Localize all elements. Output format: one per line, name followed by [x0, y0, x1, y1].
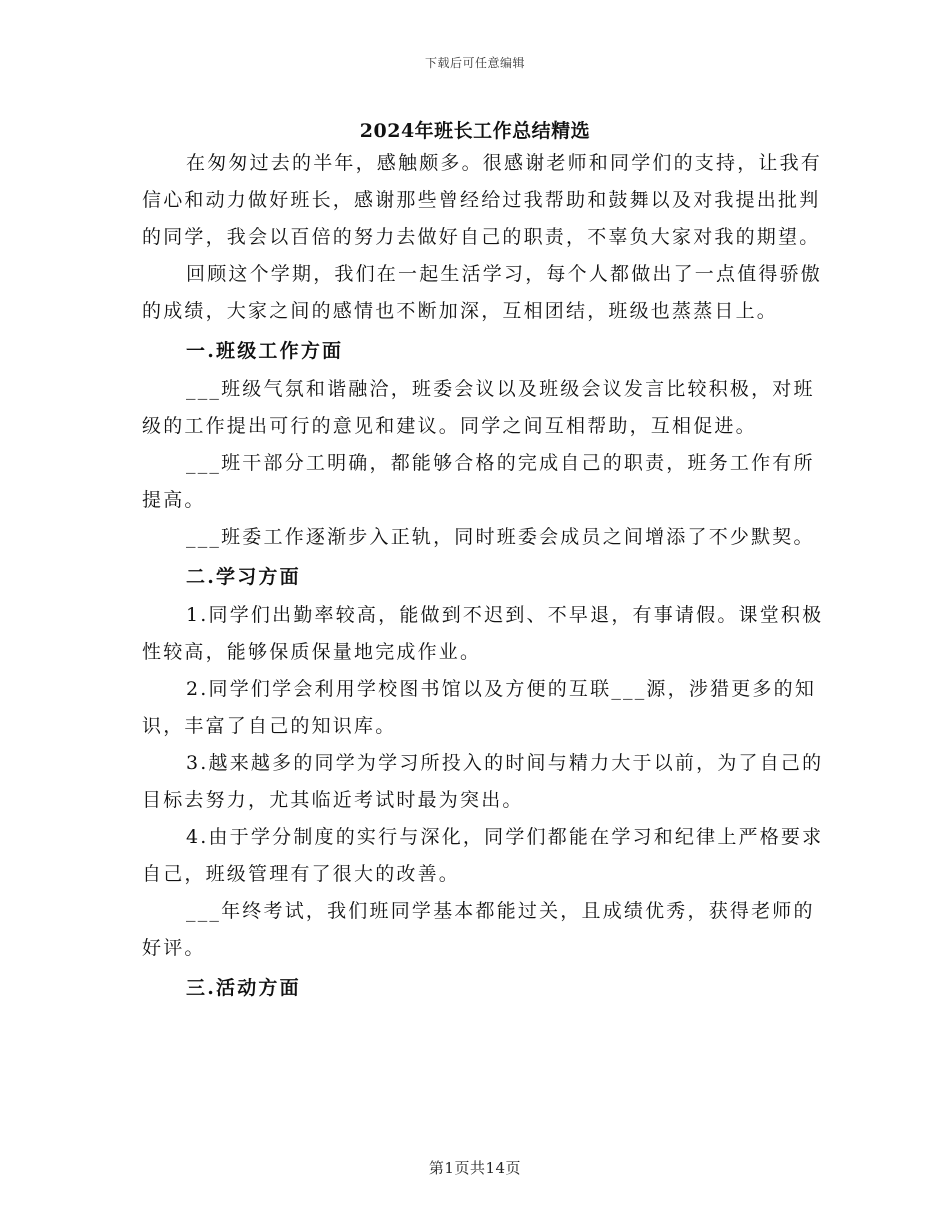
paragraph: ___年终考试，我们班同学基本都能过关，且成绩优秀，获得老师的好评。 — [142, 900, 815, 959]
document-body — [142, 145, 832, 1008]
paragraph: 回顾这个学期，我们在一起生活学习，每个人都做出了一点值得骄傲的成绩，大家之间的感情也不断加深，互相团结，班级也蒸蒸日上。 — [142, 263, 823, 322]
paragraph: 1.同学们出勤率较高，能做到不迟到、不早退，有事请假。课堂积极性较高，能够保质保量地完成作业。 — [142, 604, 824, 663]
section-heading-activities: 三.活动方面 — [186, 977, 301, 999]
paragraph: ___班级气氛和谐融洽，班委会议以及班级会议发言比较积极，对班级的工作提出可行的意见和建议。同学之间互相帮助，互相促进。 — [142, 378, 815, 437]
paragraph: 4.由于学分制度的实行与深化，同学们都能在学习和纪律上严格要求自己，班级管理有了很大的改善。 — [142, 826, 824, 885]
paragraph: 3.越来越多的同学为学习所投入的时间与精力大于以前，为了自己的目标去努力，尤其临近考试时最为突出。 — [142, 752, 824, 811]
section-heading-class-work: 一.班级工作方面 — [186, 340, 344, 362]
page-header-note: 下载后可任意编辑 — [424, 56, 525, 70]
paragraph: 2.同学们学会利用学校图书馆以及方便的互联___源，涉猎更多的知识，丰富了自己的知识库。 — [142, 678, 817, 737]
document-title: 2024年班长工作总结精选 — [359, 120, 591, 142]
page-footer: 第1页共14页 — [428, 1159, 522, 1177]
paragraph: 在匆匆过去的半年，感触颇多。很感谢老师和同学们的支持，让我有信心和动力做好班长，感谢那些曾经给过我帮助和鼓舞以及对我提出批判的同学，我会以百倍的努力去做好自己的职责，不辜负大家对我的期望。 — [142, 152, 823, 248]
paragraph: ___班干部分工明确，都能够合格的完成自己的职责，班务工作有所提高。 — [142, 452, 815, 511]
section-heading-study: 二.学习方面 — [186, 566, 301, 588]
paragraph: ___班委工作逐渐步入正轨，同时班委会成员之间增添了不少默契。 — [186, 526, 815, 548]
